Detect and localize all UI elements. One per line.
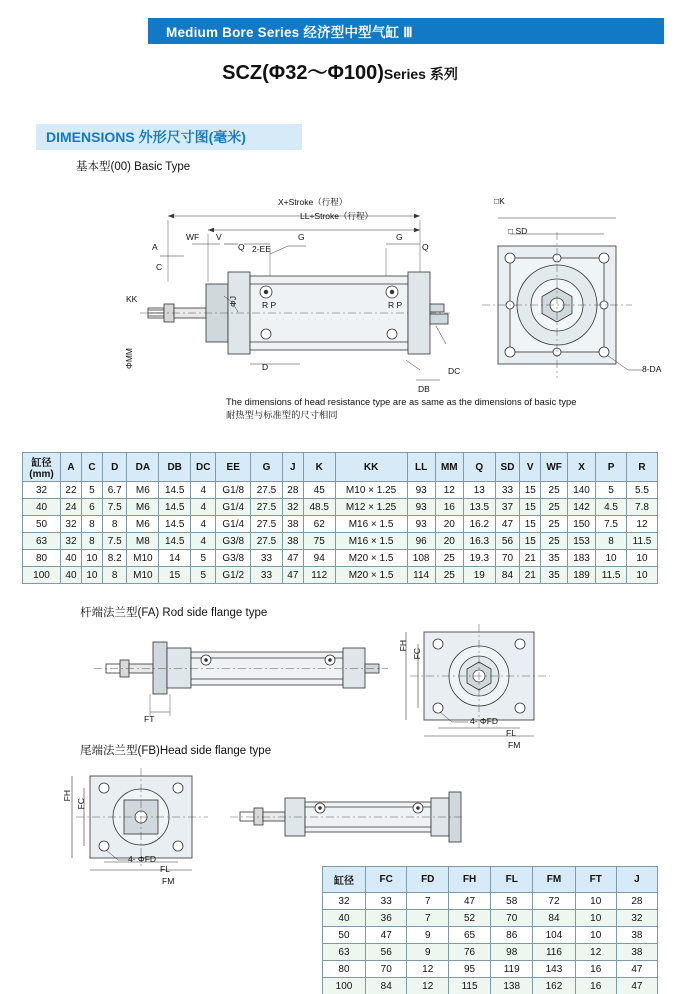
cell-value: 11.5 bbox=[626, 533, 657, 550]
label-ll-stroke: LL+Stroke（行程） bbox=[300, 211, 373, 221]
cell-value: 7 bbox=[407, 893, 449, 910]
label-rp-1: R P bbox=[262, 300, 277, 310]
cell-value: 27.5 bbox=[251, 516, 283, 533]
col-bore-line2: (mm) bbox=[29, 469, 54, 480]
col-x: X bbox=[567, 453, 595, 482]
cell-value: 7 bbox=[407, 910, 449, 927]
cell-value: 22 bbox=[61, 482, 82, 499]
head-side-flange-label: 尾端法兰型(FB)Head side flange type bbox=[80, 745, 272, 757]
cell-value: G3/8 bbox=[216, 550, 251, 567]
cell-value: 27.5 bbox=[251, 499, 283, 516]
cell-value: 13 bbox=[463, 482, 495, 499]
cell-value: 84 bbox=[495, 567, 520, 584]
table-header-row bbox=[23, 453, 658, 482]
cell-value: M6 bbox=[127, 516, 159, 533]
rod-flange-drawing bbox=[88, 624, 648, 740]
cell-value: 14.5 bbox=[159, 482, 191, 499]
cell-value: 25 bbox=[541, 499, 568, 516]
dimensions-table-head bbox=[23, 453, 658, 482]
cell-value: 6 bbox=[81, 499, 102, 516]
flange-col-fd: FD bbox=[407, 867, 449, 893]
table-row bbox=[23, 482, 658, 499]
cell-value: 36 bbox=[365, 910, 407, 927]
label-fh-fa: FH bbox=[398, 640, 408, 652]
cell-value: 150 bbox=[567, 516, 595, 533]
col-kk: KK bbox=[335, 453, 407, 482]
col-dc: DC bbox=[191, 453, 216, 482]
cell-value: 104 bbox=[533, 927, 575, 944]
cell-value: 16 bbox=[435, 499, 463, 516]
cell-value: 4 bbox=[191, 516, 216, 533]
label-ft-fa: FT bbox=[144, 714, 155, 724]
cell-value: M20 × 1.5 bbox=[335, 550, 407, 567]
cell-value: 10 bbox=[626, 567, 657, 584]
cell-value: 4 bbox=[191, 499, 216, 516]
dimensions-section-title bbox=[36, 124, 302, 150]
flange-table-body bbox=[323, 893, 658, 994]
col-ll: LL bbox=[407, 453, 435, 482]
label-c: C bbox=[156, 262, 163, 272]
cell-value: 112 bbox=[303, 567, 335, 584]
cell-value: 84 bbox=[533, 910, 575, 927]
flange-col-fc: FC bbox=[365, 867, 407, 893]
cell-value: 10 bbox=[596, 550, 627, 567]
label-fl-fa: FL bbox=[506, 728, 516, 738]
table-row bbox=[323, 944, 658, 961]
cell-value: 32 bbox=[61, 533, 82, 550]
cell-value: 47 bbox=[616, 961, 657, 978]
cell-value: 12 bbox=[626, 516, 657, 533]
table-row bbox=[323, 893, 658, 910]
cell-bore: 40 bbox=[323, 910, 366, 927]
col-bore bbox=[23, 453, 61, 482]
label-sd: □ SD bbox=[508, 226, 528, 236]
cell-value: 28 bbox=[616, 893, 657, 910]
table-row bbox=[323, 978, 658, 994]
cell-value: 138 bbox=[491, 978, 533, 994]
table-row bbox=[23, 516, 658, 533]
cell-value: 25 bbox=[541, 482, 568, 499]
label-wf: WF bbox=[186, 232, 200, 242]
cell-value: 8 bbox=[81, 533, 102, 550]
col-v: V bbox=[520, 453, 541, 482]
cell-value: 13.5 bbox=[463, 499, 495, 516]
cell-value: 143 bbox=[533, 961, 575, 978]
cell-value: 10 bbox=[81, 550, 102, 567]
cell-value: 19.3 bbox=[463, 550, 495, 567]
cell-value: 47 bbox=[449, 893, 491, 910]
flange-col-j: J bbox=[616, 867, 657, 893]
cell-value: 8 bbox=[102, 516, 127, 533]
table-row bbox=[323, 961, 658, 978]
cell-value: M6 bbox=[127, 499, 159, 516]
cell-value: 38 bbox=[616, 927, 657, 944]
label-fd-fb: 4- ΦFD bbox=[128, 854, 157, 864]
cell-value: 24 bbox=[61, 499, 82, 516]
cell-value: 10 bbox=[575, 893, 616, 910]
dimensions-table-body bbox=[23, 482, 658, 584]
col-wf: WF bbox=[541, 453, 568, 482]
cell-value: 33 bbox=[251, 567, 283, 584]
cell-value: 25 bbox=[541, 533, 568, 550]
cell-bore: 32 bbox=[323, 893, 366, 910]
cell-value: 33 bbox=[365, 893, 407, 910]
cell-value: 21 bbox=[520, 567, 541, 584]
cell-value: 5 bbox=[81, 482, 102, 499]
cell-value: 12 bbox=[407, 961, 449, 978]
flange-col-ft: FT bbox=[575, 867, 616, 893]
cell-value: 40 bbox=[61, 567, 82, 584]
cell-value: 15 bbox=[520, 499, 541, 516]
cell-value: 56 bbox=[365, 944, 407, 961]
cell-value: 10 bbox=[81, 567, 102, 584]
header-banner-text: Medium Bore Series 经济型中型气缸 Ⅲ bbox=[166, 25, 413, 40]
cell-value: 45 bbox=[303, 482, 335, 499]
cell-value: 70 bbox=[491, 910, 533, 927]
cell-value: 5 bbox=[596, 482, 627, 499]
cell-value: 4 bbox=[191, 533, 216, 550]
cell-value: 9 bbox=[407, 927, 449, 944]
cell-value: 9 bbox=[407, 944, 449, 961]
cell-value: M8 bbox=[127, 533, 159, 550]
cell-value: 142 bbox=[567, 499, 595, 516]
cell-bore: 63 bbox=[23, 533, 61, 550]
table-row bbox=[23, 550, 658, 567]
cell-value: 14 bbox=[159, 550, 191, 567]
col-mm: MM bbox=[435, 453, 463, 482]
series-suffix: Series 系列 bbox=[383, 66, 458, 82]
col-da: DA bbox=[127, 453, 159, 482]
cell-value: 12 bbox=[575, 944, 616, 961]
cell-value: 189 bbox=[567, 567, 595, 584]
label-fm-fa: FM bbox=[508, 740, 521, 750]
cell-value: G1/4 bbox=[216, 516, 251, 533]
dimensions-table bbox=[22, 452, 658, 584]
drawing-note-en: The dimensions of head resistance type are as same as the dimensions of basic type bbox=[226, 397, 577, 407]
label-8da: 8-DA bbox=[642, 364, 662, 374]
label-a: A bbox=[152, 242, 158, 252]
cell-value: 98 bbox=[491, 944, 533, 961]
cell-value: 70 bbox=[365, 961, 407, 978]
cell-value: M16 × 1.5 bbox=[335, 516, 407, 533]
cell-value: 65 bbox=[449, 927, 491, 944]
cell-bore: 63 bbox=[323, 944, 366, 961]
cell-value: 5 bbox=[191, 550, 216, 567]
cell-value: G1/2 bbox=[216, 567, 251, 584]
cell-value: 33 bbox=[495, 482, 520, 499]
cell-value: 162 bbox=[533, 978, 575, 994]
col-j: J bbox=[282, 453, 303, 482]
cell-value: 47 bbox=[282, 567, 303, 584]
label-v: V bbox=[216, 232, 222, 242]
cell-value: 6.7 bbox=[102, 482, 127, 499]
table-row bbox=[323, 910, 658, 927]
label-2ee: 2-EE bbox=[252, 244, 271, 254]
label-q: Q bbox=[238, 242, 245, 252]
cell-value: 10 bbox=[626, 550, 657, 567]
cell-value: 28 bbox=[282, 482, 303, 499]
cell-bore: 40 bbox=[23, 499, 61, 516]
label-g-2: G bbox=[298, 232, 305, 242]
cell-value: 19 bbox=[463, 567, 495, 584]
table-row bbox=[323, 927, 658, 944]
cell-value: M10 bbox=[127, 550, 159, 567]
flange-table-header-row bbox=[323, 867, 658, 893]
cell-value: G3/8 bbox=[216, 533, 251, 550]
cell-value: 7.5 bbox=[102, 499, 127, 516]
cell-value: 14.5 bbox=[159, 499, 191, 516]
cell-value: 47 bbox=[365, 927, 407, 944]
cell-value: 7.8 bbox=[626, 499, 657, 516]
rod-side-flange-label: 杆端法兰型(FA) Rod side flange type bbox=[80, 607, 268, 619]
drawing-note bbox=[226, 396, 576, 421]
cell-bore: 80 bbox=[23, 550, 61, 567]
col-c: C bbox=[81, 453, 102, 482]
flange-col-fm: FM bbox=[533, 867, 575, 893]
cell-value: 35 bbox=[541, 550, 568, 567]
cell-value: 35 bbox=[541, 567, 568, 584]
col-g: G bbox=[251, 453, 283, 482]
cell-bore: 32 bbox=[23, 482, 61, 499]
cell-value: 32 bbox=[616, 910, 657, 927]
col-r: R bbox=[626, 453, 657, 482]
cell-value: 62 bbox=[303, 516, 335, 533]
cell-value: 37 bbox=[495, 499, 520, 516]
label-d: D bbox=[262, 362, 269, 372]
cell-value: 115 bbox=[449, 978, 491, 994]
table-row bbox=[23, 567, 658, 584]
cell-value: 4 bbox=[191, 482, 216, 499]
cell-value: 14.5 bbox=[159, 533, 191, 550]
cell-value: 32 bbox=[61, 516, 82, 533]
cell-value: 48.5 bbox=[303, 499, 335, 516]
cell-bore: 50 bbox=[323, 927, 366, 944]
cell-bore: 100 bbox=[23, 567, 61, 584]
cell-value: 93 bbox=[407, 482, 435, 499]
cell-value: 16.2 bbox=[463, 516, 495, 533]
cell-value: M20 × 1.5 bbox=[335, 567, 407, 584]
cell-value: 108 bbox=[407, 550, 435, 567]
label-mm: ΦMM bbox=[124, 348, 134, 369]
cell-value: 25 bbox=[435, 567, 463, 584]
cell-bore: 80 bbox=[323, 961, 366, 978]
cell-value: 114 bbox=[407, 567, 435, 584]
cell-value: 14.5 bbox=[159, 516, 191, 533]
cell-value: 8 bbox=[102, 567, 127, 584]
col-d: D bbox=[102, 453, 127, 482]
cell-value: 25 bbox=[435, 550, 463, 567]
label-x-stroke: X+Stroke（行程） bbox=[278, 197, 348, 207]
cell-value: 76 bbox=[449, 944, 491, 961]
label-g-1: G bbox=[396, 232, 403, 242]
cell-value: 58 bbox=[491, 893, 533, 910]
cell-value: 38 bbox=[616, 944, 657, 961]
cell-value: 33 bbox=[251, 550, 283, 567]
cell-value: 116 bbox=[533, 944, 575, 961]
flange-dimensions-table bbox=[322, 866, 658, 994]
label-fm-fb: FM bbox=[162, 876, 175, 886]
cell-value: 56 bbox=[495, 533, 520, 550]
label-fh-fb: FH bbox=[62, 790, 72, 802]
cell-value: 7.5 bbox=[596, 516, 627, 533]
col-k: K bbox=[303, 453, 335, 482]
col-db: DB bbox=[159, 453, 191, 482]
label-fl-fb: FL bbox=[160, 864, 170, 874]
head-flange-drawing bbox=[44, 762, 464, 872]
cell-value: 25 bbox=[541, 516, 568, 533]
cell-value: 10 bbox=[575, 927, 616, 944]
cell-value: 12 bbox=[407, 978, 449, 994]
cell-value: 8 bbox=[596, 533, 627, 550]
table-row bbox=[23, 533, 658, 550]
cell-value: 4.5 bbox=[596, 499, 627, 516]
col-sd: SD bbox=[495, 453, 520, 482]
label-fc-fa: FC bbox=[412, 648, 422, 660]
cell-value: 15 bbox=[520, 533, 541, 550]
cell-value: 72 bbox=[533, 893, 575, 910]
cell-value: 86 bbox=[491, 927, 533, 944]
cell-value: 8.2 bbox=[102, 550, 127, 567]
cell-value: 5.5 bbox=[626, 482, 657, 499]
cell-value: 52 bbox=[449, 910, 491, 927]
cell-value: 96 bbox=[407, 533, 435, 550]
col-ee: EE bbox=[216, 453, 251, 482]
cell-value: 140 bbox=[567, 482, 595, 499]
col-q: Q bbox=[463, 453, 495, 482]
cell-value: 95 bbox=[449, 961, 491, 978]
cell-value: 16 bbox=[575, 961, 616, 978]
cell-value: 15 bbox=[520, 516, 541, 533]
cell-value: 38 bbox=[282, 516, 303, 533]
label-dc: DC bbox=[448, 366, 461, 376]
flange-col-fl: FL bbox=[491, 867, 533, 893]
page-title bbox=[0, 56, 680, 85]
cell-value: 38 bbox=[282, 533, 303, 550]
cell-value: 47 bbox=[616, 978, 657, 994]
cell-value: 47 bbox=[282, 550, 303, 567]
header-banner bbox=[148, 18, 664, 44]
cell-value: M12 × 1.25 bbox=[335, 499, 407, 516]
cell-value: 16.3 bbox=[463, 533, 495, 550]
flange-col-fh: FH bbox=[449, 867, 491, 893]
label-k: □K bbox=[494, 196, 505, 206]
cell-bore: 100 bbox=[323, 978, 366, 994]
basic-type-drawing bbox=[120, 184, 660, 399]
cell-value: 12 bbox=[435, 482, 463, 499]
basic-type-label: 基本型(00) Basic Type bbox=[76, 161, 191, 173]
cell-value: G1/4 bbox=[216, 499, 251, 516]
table-row bbox=[23, 499, 658, 516]
cell-value: 15 bbox=[159, 567, 191, 584]
cell-value: M16 × 1.5 bbox=[335, 533, 407, 550]
cell-value: 75 bbox=[303, 533, 335, 550]
label-db: DB bbox=[418, 384, 430, 394]
label-fc-fb: FC bbox=[76, 798, 86, 810]
cell-value: 21 bbox=[520, 550, 541, 567]
label-kk: KK bbox=[126, 294, 138, 304]
cell-value: 40 bbox=[61, 550, 82, 567]
cell-value: 8 bbox=[81, 516, 102, 533]
dimensions-section-title-text: DIMENSIONS 外形尺寸图(毫米) bbox=[46, 129, 246, 145]
label-fd-fa: 4- ΦFD bbox=[470, 716, 499, 726]
cell-value: 10 bbox=[575, 910, 616, 927]
cell-value: 11.5 bbox=[596, 567, 627, 584]
label-q-2: Q bbox=[422, 242, 429, 252]
cell-value: 7.5 bbox=[102, 533, 127, 550]
cell-value: 84 bbox=[365, 978, 407, 994]
flange-table-head bbox=[323, 867, 658, 893]
col-bore-line1: 缸径 bbox=[31, 458, 52, 469]
col-a: A bbox=[61, 453, 82, 482]
cell-value: 119 bbox=[491, 961, 533, 978]
cell-value: 70 bbox=[495, 550, 520, 567]
cell-value: 93 bbox=[407, 516, 435, 533]
cell-value: 153 bbox=[567, 533, 595, 550]
cell-value: G1/8 bbox=[216, 482, 251, 499]
cell-value: 15 bbox=[520, 482, 541, 499]
cell-value: M6 bbox=[127, 482, 159, 499]
cell-value: 94 bbox=[303, 550, 335, 567]
cell-value: 93 bbox=[407, 499, 435, 516]
cell-value: 5 bbox=[191, 567, 216, 584]
label-rp-2: R P bbox=[388, 300, 403, 310]
cell-value: 20 bbox=[435, 533, 463, 550]
cell-value: 47 bbox=[495, 516, 520, 533]
cell-bore: 50 bbox=[23, 516, 61, 533]
cell-value: 27.5 bbox=[251, 482, 283, 499]
cell-value: 27.5 bbox=[251, 533, 283, 550]
cell-value: 20 bbox=[435, 516, 463, 533]
flange-col-: 缸径 bbox=[323, 867, 366, 893]
drawing-note-cn: 耐热型与标准型的尺寸相同 bbox=[226, 409, 338, 420]
label-j: ΦJ bbox=[228, 296, 238, 308]
cell-value: 183 bbox=[567, 550, 595, 567]
cell-value: M10 × 1.25 bbox=[335, 482, 407, 499]
series-code: SCZ(Φ32～Φ100) bbox=[222, 62, 384, 84]
cell-value: M10 bbox=[127, 567, 159, 584]
cell-value: 32 bbox=[282, 499, 303, 516]
col-p: P bbox=[596, 453, 627, 482]
cell-value: 16 bbox=[575, 978, 616, 994]
